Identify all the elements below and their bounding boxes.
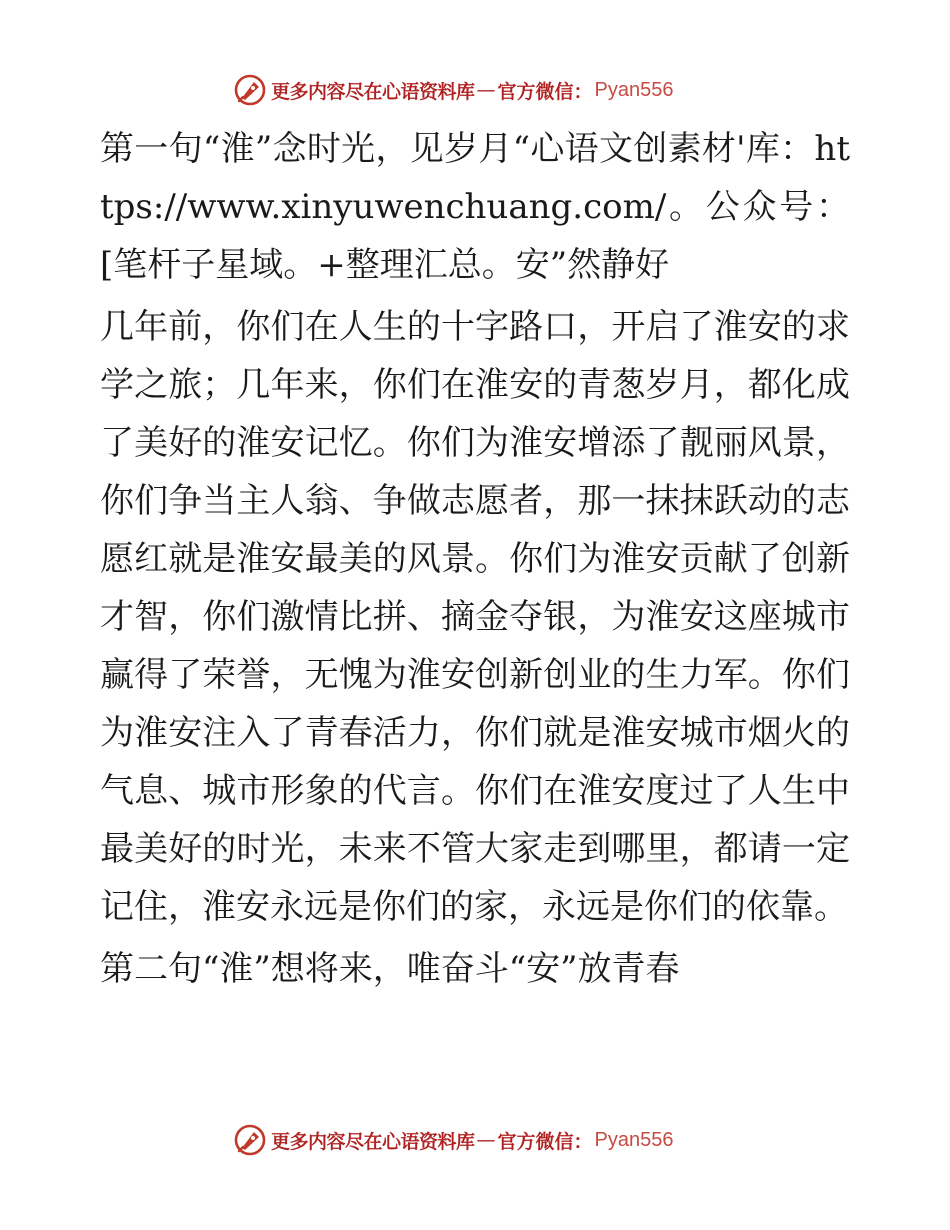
pen-logo-icon [233,73,267,107]
section-heading-1: 第一句“淮”念时光，见岁月“心语文创素材'库：https://www.xinyuwenchuang.com/。公众号：[笔杆子星域。+整理汇总。安”然静好 [100,129,850,285]
pen-logo-icon [233,1123,267,1157]
watermark-dash: — [476,1129,496,1151]
watermark-wechat-label: 官方微信： [497,80,593,103]
watermark-wechat-label: 官方微信： [497,1130,593,1153]
body-paragraph: 几年前，你们在人生的十字路口，开启了淮安的求学之旅；几年来，你们在淮安的青葱岁月，都化成了美好的淮安记忆。你们为淮安增添了靓丽风景，你们争当主人翁、争做志愿者，那一抹抹跃动的志愿红就是淮安最美的风景。你们为淮安贡献了创新才智，你们激情比拼、摘金夺银，为淮安这座城市赢得了荣誉，无愧为淮安创新创业的生力军。你们为淮安注入了青春活力，你们就是淮安城市烟火的气息、城市形象的代言。你们在淮安度过了人生中最美好的时光，未来不管大家走到哪里，都请一定记住，淮安永远是你们的家，永远是你们的依靠。 [100,307,850,927]
section-heading-2: 第二句“淮”想将来，唯奋斗“安”放青春 [100,949,680,989]
document-body [100,120,850,998]
watermark-wechat-id: Pyan556 [594,78,674,101]
watermark-wechat-id: Pyan556 [594,1128,674,1151]
watermark-main-text: 更多内容尽在心语资料库 [271,1130,475,1153]
watermark-dash: — [476,79,496,101]
footer-watermark [233,1120,674,1160]
header-watermark [233,70,674,110]
watermark-main-text: 更多内容尽在心语资料库 [271,80,475,103]
